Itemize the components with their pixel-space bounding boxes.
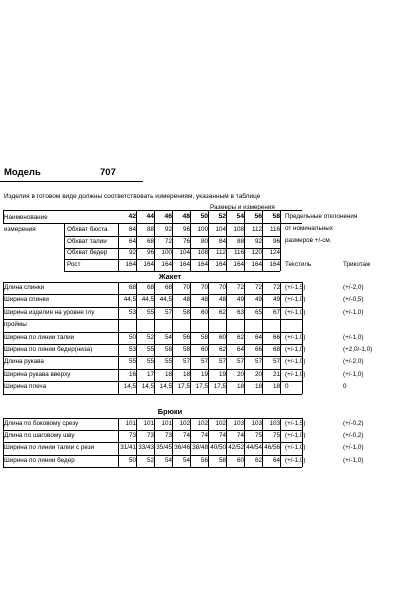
cell-value: 53 [128, 346, 136, 353]
grid-line [226, 282, 227, 394]
cell-value: 164 [269, 261, 280, 268]
cell-value: 60 [236, 456, 244, 464]
cell-value: 84 [128, 226, 136, 233]
cell-value: 35/45 [156, 444, 172, 452]
tolerance-value: (+/-1,0) [285, 358, 306, 366]
cell-value: 44,5 [159, 296, 172, 304]
cell-value: 96 [272, 238, 280, 245]
grid-line [244, 210, 245, 271]
cell-value: 57 [182, 358, 190, 366]
cell-value: 108 [197, 249, 208, 256]
cell-value: 76 [182, 238, 190, 245]
cell-value: 164 [125, 261, 136, 268]
cell-value: 54 [164, 456, 172, 464]
cell-value: 64 [236, 346, 244, 353]
cell-value: 64 [272, 456, 280, 464]
grid-line [3, 455, 302, 456]
cell-value: 16 [128, 370, 136, 378]
cell-value: 17,5 [177, 383, 190, 391]
tolerance-header: размеров +/-см. [285, 237, 332, 244]
cell-value: 67 [272, 308, 280, 316]
size-header: 58 [272, 213, 280, 220]
tolerance-value: (+/-1,5) [285, 284, 306, 291]
header-measure-label: измерения [4, 226, 36, 233]
cell-value: 164 [233, 261, 244, 268]
cell-value: 70 [200, 284, 208, 291]
cell-value: 42/52 [228, 444, 244, 452]
grid-line [208, 282, 209, 394]
cell-value: 46/56 [264, 444, 280, 452]
cell-value: 64 [128, 238, 136, 245]
section-title-jacket: Жакет [158, 272, 182, 281]
cell-value: 18 [164, 370, 172, 378]
cell-value: 62 [218, 346, 226, 353]
grid-line [3, 294, 302, 295]
cell-value: 56 [200, 456, 208, 464]
grid-line [172, 418, 173, 468]
grid-line [172, 210, 173, 271]
cell-value: 57 [200, 358, 208, 366]
grid-line [172, 282, 173, 394]
cell-value: 49 [272, 296, 280, 304]
cell-value: 104 [179, 249, 190, 256]
title-underline [0, 181, 143, 182]
cell-value: 36/46 [174, 444, 190, 452]
cell-value: 40/50 [210, 444, 226, 452]
measure-label: Ширина по линии талии [4, 333, 75, 341]
size-header: 52 [218, 213, 226, 220]
cell-value: 70 [182, 284, 190, 291]
tolerance-value: (+/-1,0) [285, 370, 306, 378]
note-text: Изделия в готовом виде должны соответствовать измерениям, указанным в таблице [4, 193, 261, 200]
cell-value: 60 [200, 308, 208, 316]
cell-value: 17 [146, 370, 154, 378]
cell-value: 102 [197, 419, 208, 427]
cell-value: 116 [233, 249, 244, 256]
cell-value: 57 [272, 358, 280, 366]
grid-line [280, 418, 281, 468]
grid-line [136, 418, 137, 468]
cell-value: 92 [128, 249, 136, 256]
cell-value: 18 [272, 383, 280, 391]
grid-line [118, 418, 119, 468]
measure-label: Обхват талии [67, 238, 107, 245]
model-number: 707 [100, 167, 116, 178]
grid-line [302, 418, 303, 468]
cell-value: 60 [200, 346, 208, 353]
grid-line [3, 442, 302, 443]
grid-line [262, 210, 263, 271]
cell-value: 164 [143, 261, 154, 268]
cell-value: 66 [254, 346, 262, 353]
cell-value: 73 [128, 432, 136, 439]
tolerance-value: (+/-0,2) [343, 419, 364, 427]
measure-label: Длина по шаговому шву [4, 432, 75, 439]
grid-line [226, 210, 227, 271]
grid-line [3, 430, 302, 431]
cell-value: 58 [164, 346, 172, 353]
grid-line [190, 282, 191, 394]
grid-line [190, 210, 191, 271]
cell-value: 20 [254, 370, 262, 378]
cell-value: 70 [218, 284, 226, 291]
grid-line [3, 344, 302, 345]
grid-line [3, 332, 302, 333]
cell-value: 19 [218, 370, 226, 378]
cell-value: 74 [218, 432, 226, 439]
cell-value: 72 [254, 284, 262, 291]
cell-value: 49 [236, 296, 244, 304]
tolerance-value: (+/-1,0) [285, 346, 306, 353]
cell-value: 164 [197, 261, 208, 268]
cell-value: 103 [233, 419, 244, 427]
measure-label: проймы [4, 321, 27, 329]
size-header: 50 [200, 213, 208, 220]
size-header: 48 [182, 213, 190, 220]
cell-value: 44/54 [246, 444, 262, 452]
cell-value: 68 [146, 284, 154, 291]
cell-value: 64 [254, 333, 262, 341]
cell-value: 48 [182, 296, 190, 304]
cell-value: 63 [236, 308, 244, 316]
cell-value: 74 [200, 432, 208, 439]
grid-line [190, 418, 191, 468]
cell-value: 31/41 [120, 444, 136, 452]
cell-value: 72 [164, 238, 172, 245]
grid-line [136, 282, 137, 394]
cell-value: 74 [182, 432, 190, 439]
grid-line [3, 381, 302, 382]
cell-value: 19 [200, 370, 208, 378]
cell-value: 96 [182, 226, 190, 233]
measure-label: Длина по боковому срезу [4, 419, 79, 427]
tolerance-value: Трикотаж [343, 261, 371, 268]
cell-value: 18 [236, 383, 244, 391]
tolerance-header: Предельные отклонения [285, 213, 358, 220]
cell-value: 164 [251, 261, 262, 268]
cell-value: 75 [254, 432, 262, 439]
cell-value: 44,5 [141, 296, 154, 304]
cell-value: 124 [269, 249, 280, 256]
cell-value: 68 [272, 346, 280, 353]
cell-value: 73 [164, 432, 172, 439]
cell-value: 54 [182, 456, 190, 464]
measure-label: Длина рукава [4, 358, 44, 366]
cell-value: 102 [215, 419, 226, 427]
size-header: 56 [254, 213, 262, 220]
grid-line [3, 356, 302, 357]
cell-value: 68 [146, 238, 154, 245]
tolerance-value: (+/-1,0) [285, 333, 306, 341]
cell-value: 62 [218, 308, 226, 316]
sizes-title: Размеры и измерения [210, 204, 275, 211]
measure-label: Ширина рукава вверху [4, 370, 71, 378]
cell-value: 55 [146, 358, 154, 366]
tolerance-value: (+/-1,0) [285, 444, 306, 452]
grid-line [136, 210, 137, 271]
size-header: 46 [164, 213, 172, 220]
cell-value: 68 [164, 284, 172, 291]
grid-line [3, 418, 302, 419]
cell-value: 68 [128, 284, 136, 291]
tolerance-value: (+/-1,0) [343, 308, 364, 316]
cell-value: 62 [254, 456, 262, 464]
model-label: Модель [4, 167, 41, 178]
cell-value: 100 [161, 249, 172, 256]
tolerance-value: (+/-0,2) [343, 432, 364, 439]
cell-value: 55 [164, 358, 172, 366]
cell-value: 52 [146, 456, 154, 464]
cell-value: 56 [182, 333, 190, 341]
grid-line [3, 210, 302, 211]
cell-value: 18 [182, 370, 190, 378]
grid-line [226, 418, 227, 468]
grid-line [118, 282, 119, 394]
cell-value: 48 [200, 296, 208, 304]
grid-line [3, 223, 302, 224]
grid-line [3, 282, 302, 283]
cell-value: 49 [254, 296, 262, 304]
cell-value: 58 [218, 456, 226, 464]
cell-value: 14,5 [123, 383, 136, 391]
cell-value: 100 [197, 226, 208, 233]
cell-value: 58 [182, 346, 190, 353]
tolerance-value: (+/-2,0) [343, 284, 364, 291]
tolerance-value: (+/-1,0) [343, 444, 364, 452]
cell-value: 62 [236, 333, 244, 341]
cell-value: 73 [146, 432, 154, 439]
cell-value: 75 [272, 432, 280, 439]
grid-line [154, 210, 155, 271]
tolerance-value: (+/-0,5) [343, 296, 364, 304]
measure-label: Длина спинки [4, 284, 45, 291]
cell-value: 88 [236, 238, 244, 245]
cell-value: 17,5 [195, 383, 208, 391]
grid-line [3, 369, 302, 370]
measure-label: Ширина по линии бедер(низа) [4, 346, 93, 353]
cell-value: 20 [236, 370, 244, 378]
grid-line [3, 418, 4, 468]
cell-value: 104 [215, 226, 226, 233]
cell-value: 164 [161, 261, 172, 268]
cell-value: 88 [146, 226, 154, 233]
cell-value: 60 [218, 333, 226, 341]
cell-value: 101 [161, 419, 172, 427]
tolerance-value: (+/-1,5) [285, 419, 306, 427]
cell-value: 80 [200, 238, 208, 245]
cell-value: 57 [218, 358, 226, 366]
tolerance-value: (+/-1,0) [343, 456, 364, 464]
grid-line [244, 418, 245, 468]
tolerance-value: (+/-1,0) [285, 308, 306, 316]
cell-value: 164 [179, 261, 190, 268]
tolerance-value: (+/-1,0) [285, 456, 306, 464]
cell-value: 101 [143, 419, 154, 427]
cell-value: 84 [218, 238, 226, 245]
cell-value: 58 [200, 333, 208, 341]
tolerance-header: от номинальных [285, 225, 333, 232]
grid-line [64, 223, 65, 271]
cell-value: 48 [218, 296, 226, 304]
tolerance-value: (+/-1,0) [343, 370, 364, 378]
tolerance-value: (+/-2,0) [343, 358, 364, 366]
cell-value: 92 [164, 226, 172, 233]
cell-value: 33/43 [138, 444, 154, 452]
measure-label: Обхват бедер [67, 249, 108, 256]
cell-value: 57 [164, 308, 172, 316]
tolerance-value: (+/-1,0) [343, 333, 364, 341]
grid-line [154, 282, 155, 394]
grid-line [262, 418, 263, 468]
tolerance-value: (+2,0/-1,0) [343, 346, 373, 353]
cell-value: 96 [146, 249, 154, 256]
cell-value: 72 [272, 284, 280, 291]
section-title-trousers: Брюки [157, 406, 183, 416]
measure-label: Ширина изделия на уровне глу [4, 308, 95, 316]
grid-line [3, 210, 4, 223]
grid-line [244, 282, 245, 394]
cell-value: 14,5 [141, 383, 154, 391]
cell-value: 101 [125, 419, 136, 427]
cell-value: 53 [128, 308, 136, 316]
grid-line [3, 467, 302, 468]
grid-line [3, 307, 302, 308]
tolerance-value: (+/-1,0) [285, 432, 306, 439]
grid-line [280, 210, 281, 271]
cell-value: 58 [182, 308, 190, 316]
cell-value: 120 [251, 249, 262, 256]
cell-value: 112 [251, 226, 262, 233]
grid-line [262, 282, 263, 394]
measure-label: Ширина по линии бедер [4, 456, 75, 464]
measure-label: Ширина спинки [4, 296, 49, 304]
cell-value: 108 [233, 226, 244, 233]
header-name-label: Наименование [4, 214, 48, 221]
cell-value: 164 [215, 261, 226, 268]
cell-value: 50 [128, 333, 136, 341]
cell-value: 103 [269, 419, 280, 427]
grid-line [302, 282, 303, 394]
cell-value: 55 [146, 346, 154, 353]
grid-line [118, 223, 119, 271]
cell-value: 92 [254, 238, 262, 245]
grid-line [3, 319, 302, 320]
cell-value: 14,5 [159, 383, 172, 391]
cell-value: 52 [146, 333, 154, 341]
cell-value: 57 [236, 358, 244, 366]
cell-value: 44,5 [123, 296, 136, 304]
cell-value: 65 [254, 308, 262, 316]
tolerance-value: Текстиль [285, 261, 312, 268]
size-header: 54 [236, 213, 244, 220]
tolerance-value: (+/-1,0) [285, 296, 306, 304]
cell-value: 21 [272, 370, 280, 378]
grid-line [3, 394, 302, 395]
cell-value: 55 [146, 308, 154, 316]
cell-value: 18 [254, 383, 262, 391]
cell-value: 17,5 [213, 383, 226, 391]
measure-label: Обхват бюста [67, 226, 108, 233]
tolerance-value: 0 [285, 383, 289, 391]
size-header: 44 [146, 213, 154, 220]
cell-value: 112 [215, 249, 226, 256]
cell-value: 72 [236, 284, 244, 291]
size-header: 42 [128, 213, 136, 220]
measure-label: Ширина плеча [4, 383, 47, 391]
cell-value: 50 [128, 456, 136, 464]
cell-value: 55 [128, 358, 136, 366]
grid-line [3, 282, 4, 394]
grid-line [154, 418, 155, 468]
cell-value: 116 [269, 226, 280, 233]
cell-value: 102 [179, 419, 190, 427]
cell-value: 66 [272, 333, 280, 341]
grid-line [208, 418, 209, 468]
cell-value: 38/48 [192, 444, 208, 452]
tolerance-value: 0 [343, 383, 347, 391]
grid-line [208, 210, 209, 271]
cell-value: 74 [236, 432, 244, 439]
measure-label: Ширина по линии талии с рези [4, 444, 95, 452]
cell-value: 103 [251, 419, 262, 427]
measure-label: Рост [67, 261, 81, 268]
cell-value: 57 [254, 358, 262, 366]
cell-value: 54 [164, 333, 172, 341]
grid-line [280, 282, 281, 394]
